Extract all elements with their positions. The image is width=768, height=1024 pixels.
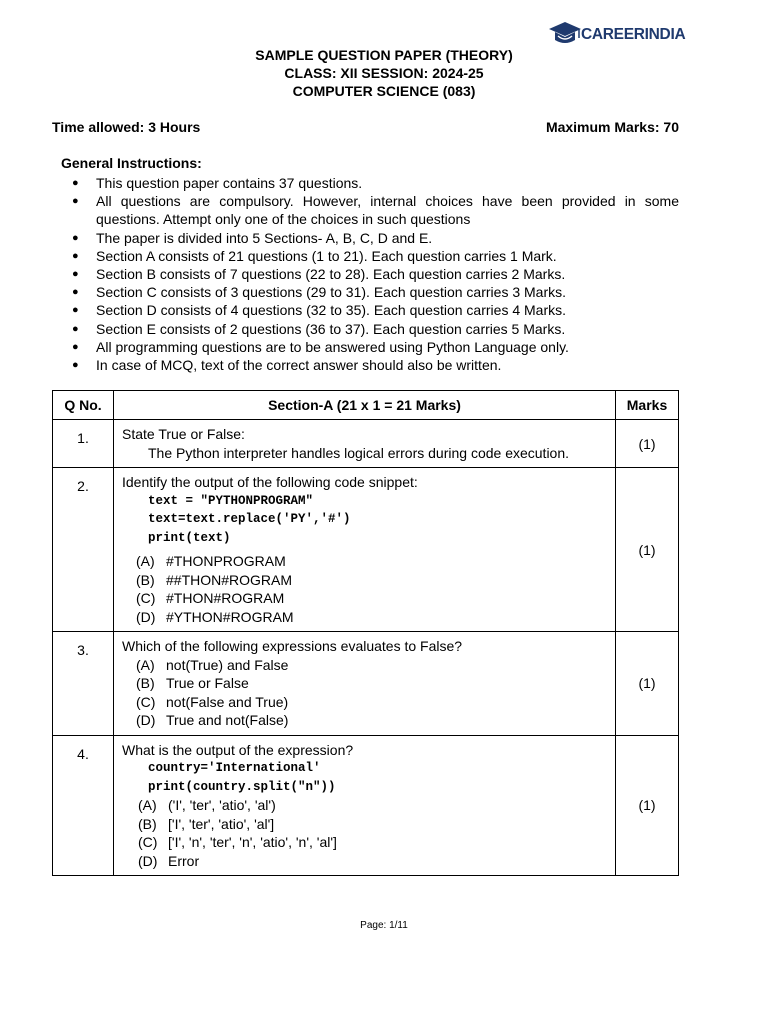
code-line: print(text) xyxy=(148,530,231,545)
option-a: (A) not(True) and False xyxy=(136,656,289,673)
instruction-item: ● Section D consists of 4 questions (32 to 35). Each question carries 4 Marks. xyxy=(72,302,567,319)
code-line: text = "PYTHONPROGRAM" xyxy=(148,493,314,508)
bullet-icon: ● xyxy=(72,177,79,189)
option-b: (B) ['I', 'ter', 'atio', 'al'] xyxy=(138,815,275,832)
instructions-list xyxy=(61,174,679,374)
bullet-icon: ● xyxy=(72,304,79,317)
header-qno: Q No. xyxy=(53,391,114,420)
question-row-3 xyxy=(53,632,679,736)
bullet-icon: ● xyxy=(72,322,79,335)
question-text: State True or False: xyxy=(122,426,245,442)
question-marks: (1) xyxy=(616,632,679,736)
question-statement: The Python interpreter handles logical errors during code execution. xyxy=(148,444,570,461)
logo-text: CAREERINDIA xyxy=(581,26,686,43)
option-c: (C) not(False and True) xyxy=(136,693,289,710)
option-a: (A) ('I', 'ter', 'atio', 'al') xyxy=(138,797,276,813)
option-d: (D) True and not(False) xyxy=(136,712,289,728)
instruction-item: ● Section A consists of 21 questions (1 to 21). Each question carries 1 Mark. xyxy=(72,247,557,264)
paper-title: SAMPLE QUESTION PAPER (THEORY) xyxy=(255,47,513,63)
page-number: Page: 1/11 xyxy=(360,920,408,931)
question-row-1 xyxy=(53,420,679,468)
option-b: (B) ##THON#ROGRAM xyxy=(136,571,293,588)
question-body xyxy=(114,735,616,876)
option-d: (D) #YTHON#ROGRAM xyxy=(136,608,294,625)
paper-header xyxy=(0,46,768,100)
paper-subject: COMPUTER SCIENCE (083) xyxy=(292,83,476,99)
bullet-icon: ● xyxy=(72,359,79,372)
option-a: (A) #THONPROGRAM xyxy=(136,553,286,569)
question-number: 1. xyxy=(53,420,114,468)
instruction-item: ● In case of MCQ, text of the correct answer should also be written. xyxy=(72,357,502,374)
paper-class-session: CLASS: XII SESSION: 2024-25 xyxy=(284,65,484,81)
question-marks: (1) xyxy=(616,420,679,468)
option-d: (D) Error xyxy=(138,852,200,869)
bullet-icon: ● xyxy=(72,340,79,353)
instruction-item: ● This question paper contains 37 questions. xyxy=(72,175,363,191)
bullet-icon: ● xyxy=(72,249,79,262)
instruction-item: ● The paper is divided into 5 Sections- A, B, C, D and E. xyxy=(72,229,433,246)
bullet-icon: ● xyxy=(72,231,79,244)
question-row-4 xyxy=(53,735,679,876)
code-line: print(country.split("n")) xyxy=(148,779,336,794)
question-body xyxy=(114,468,616,632)
time-allowed: Time allowed: 3 Hours xyxy=(52,119,201,135)
question-number: 3. xyxy=(53,632,114,736)
instruction-item: ● Section C consists of 3 questions (29 to 31). Each question carries 3 Marks. xyxy=(72,284,567,301)
header-section: Section-A (21 x 1 = 21 Marks) xyxy=(114,391,616,420)
question-body xyxy=(114,632,616,736)
table-header-row xyxy=(53,391,679,420)
question-text: What is the output of the expression? xyxy=(122,741,354,758)
bullet-icon: ● xyxy=(72,195,79,208)
code-line: country='International' xyxy=(148,761,321,775)
question-body xyxy=(114,420,616,468)
questions-table xyxy=(52,390,679,876)
question-marks: (1) xyxy=(616,735,679,876)
instruction-item: ● Section B consists of 7 questions (22 to 28). Each question carries 2 Marks. xyxy=(72,266,566,283)
maximum-marks: Maximum Marks: 70 xyxy=(545,119,679,135)
question-number: 4. xyxy=(53,735,114,876)
code-line: text=text.replace('PY','#') xyxy=(148,512,351,526)
bullet-icon: ● xyxy=(72,286,79,299)
question-marks: (1) xyxy=(616,468,679,632)
question-number: 2. xyxy=(53,468,114,632)
question-text: Identify the output of the following code snippet: xyxy=(122,474,418,490)
instruction-item: ● All questions are compulsory. However, internal choices have been provided in some questions. Attempt only one of the choices in such questions xyxy=(72,193,679,228)
instruction-item: ● Section E consists of 2 questions (36 to 37). Each question carries 5 Marks. xyxy=(72,320,566,337)
option-c: (C) #THON#ROGRAM xyxy=(136,590,285,606)
question-text: Which of the following expressions evaluates to False? xyxy=(122,638,463,654)
option-c: (C) ['I', 'n', 'ter', 'n', 'atio', 'n', 'al'] xyxy=(138,834,337,850)
header-marks: Marks xyxy=(616,391,679,420)
option-b: (B) True or False xyxy=(136,675,249,691)
instruction-item: ● All programming questions are to be answered using Python Language only. xyxy=(72,338,569,355)
bullet-icon: ● xyxy=(72,268,79,281)
instructions-title: General Instructions: xyxy=(61,155,202,171)
question-row-2 xyxy=(53,468,679,632)
